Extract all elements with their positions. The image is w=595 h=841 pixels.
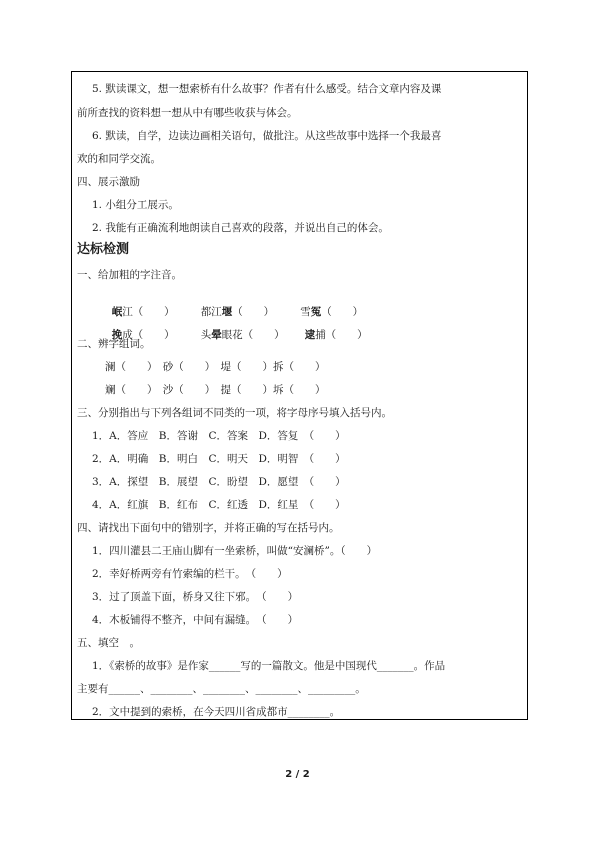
pinyin-item: 岷江（ ） (111, 306, 175, 318)
text-line: 1. 小组分工展示。 (92, 199, 179, 211)
correction-row: 1．四川灌县二王庙山脚有一坐索桥，叫做“安澜桥”。（ ） (92, 545, 378, 557)
text-line: 2. 我能有正确流利地朗读自己喜欢的段落，并说出自己的体会。 (92, 222, 389, 234)
correction-row: 3．过了顶盖下面，桥身又往下邪。 （ ） (92, 591, 299, 603)
pinyin-item: 头晕眼花（ ） (200, 329, 285, 341)
fill-row: 主要有______、________、________、________、_________。 (77, 683, 366, 695)
choice-row: 4．A．红旗 B．红布 C．红透 D．红星 （ ） (92, 499, 346, 511)
correction-row: 2．幸好桥两旁有竹索编的栏干。 （ ） (92, 568, 288, 580)
question-title: 二、辨字组词。 (77, 338, 151, 350)
page-number: 2 / 2 (285, 769, 310, 780)
text-line: 6. 默读，自学，边读边画相关语句，做批注。从这些故事中选择一个我最喜 (92, 130, 442, 142)
text-line: 前所查找的资料想一想从中有哪些收获与体会。 (77, 107, 298, 119)
pinyin-item: 雪冤（ ） (300, 306, 364, 318)
section-heading: 四、展示激励 (77, 176, 140, 188)
text-line: 欢的和同学交流。 (77, 153, 161, 165)
question-title: 四、请找出下面句中的错别字，并将正确的写在括号内。 (77, 522, 340, 534)
pinyin-item: 挽成（ ） (111, 329, 175, 341)
text-line: 5. 默读课文，想一想索桥有什么故事？作者有什么感受。结合文章内容及课 (92, 83, 442, 95)
word-row: 澜（ ） 砂（ ） 堤（ ）拆（ ） (105, 361, 326, 373)
choice-row: 1．A．答应 B．答谢 C．答案 D．答复 （ ） (92, 430, 346, 442)
choice-row: 3．A．探望 B．展望 C．盼望 D．愿望 （ ） (92, 476, 346, 488)
section-title: 达标检测 (77, 242, 130, 257)
question-title: 三、分别指出与下列各组词不同类的一项，将字母序号填入括号内。 (77, 407, 392, 419)
question-title: 五、填空 。 (77, 637, 140, 649)
fill-row: 2．文中提到的索桥，在今天四川省成都市________。 (92, 706, 341, 718)
correction-row: 4．木板铺得不整齐，中间有漏缝。 （ ） (92, 614, 299, 626)
pinyin-item: 逮捕（ ） (304, 329, 368, 341)
fill-row: 1．《索桥的故事》是作家______写的一篇散文。他是中国现代_______。作品 (92, 660, 446, 672)
word-row: 斓（ ） 沙（ ） 提（ ）坼（ ） (105, 384, 326, 396)
choice-row: 2．A．明确 B．明白 C．明天 D．明智 （ ） (92, 453, 346, 465)
question-title: 一、给加粗的字注音。 (77, 269, 182, 281)
pinyin-item: 都江堰（ ） (200, 306, 275, 318)
